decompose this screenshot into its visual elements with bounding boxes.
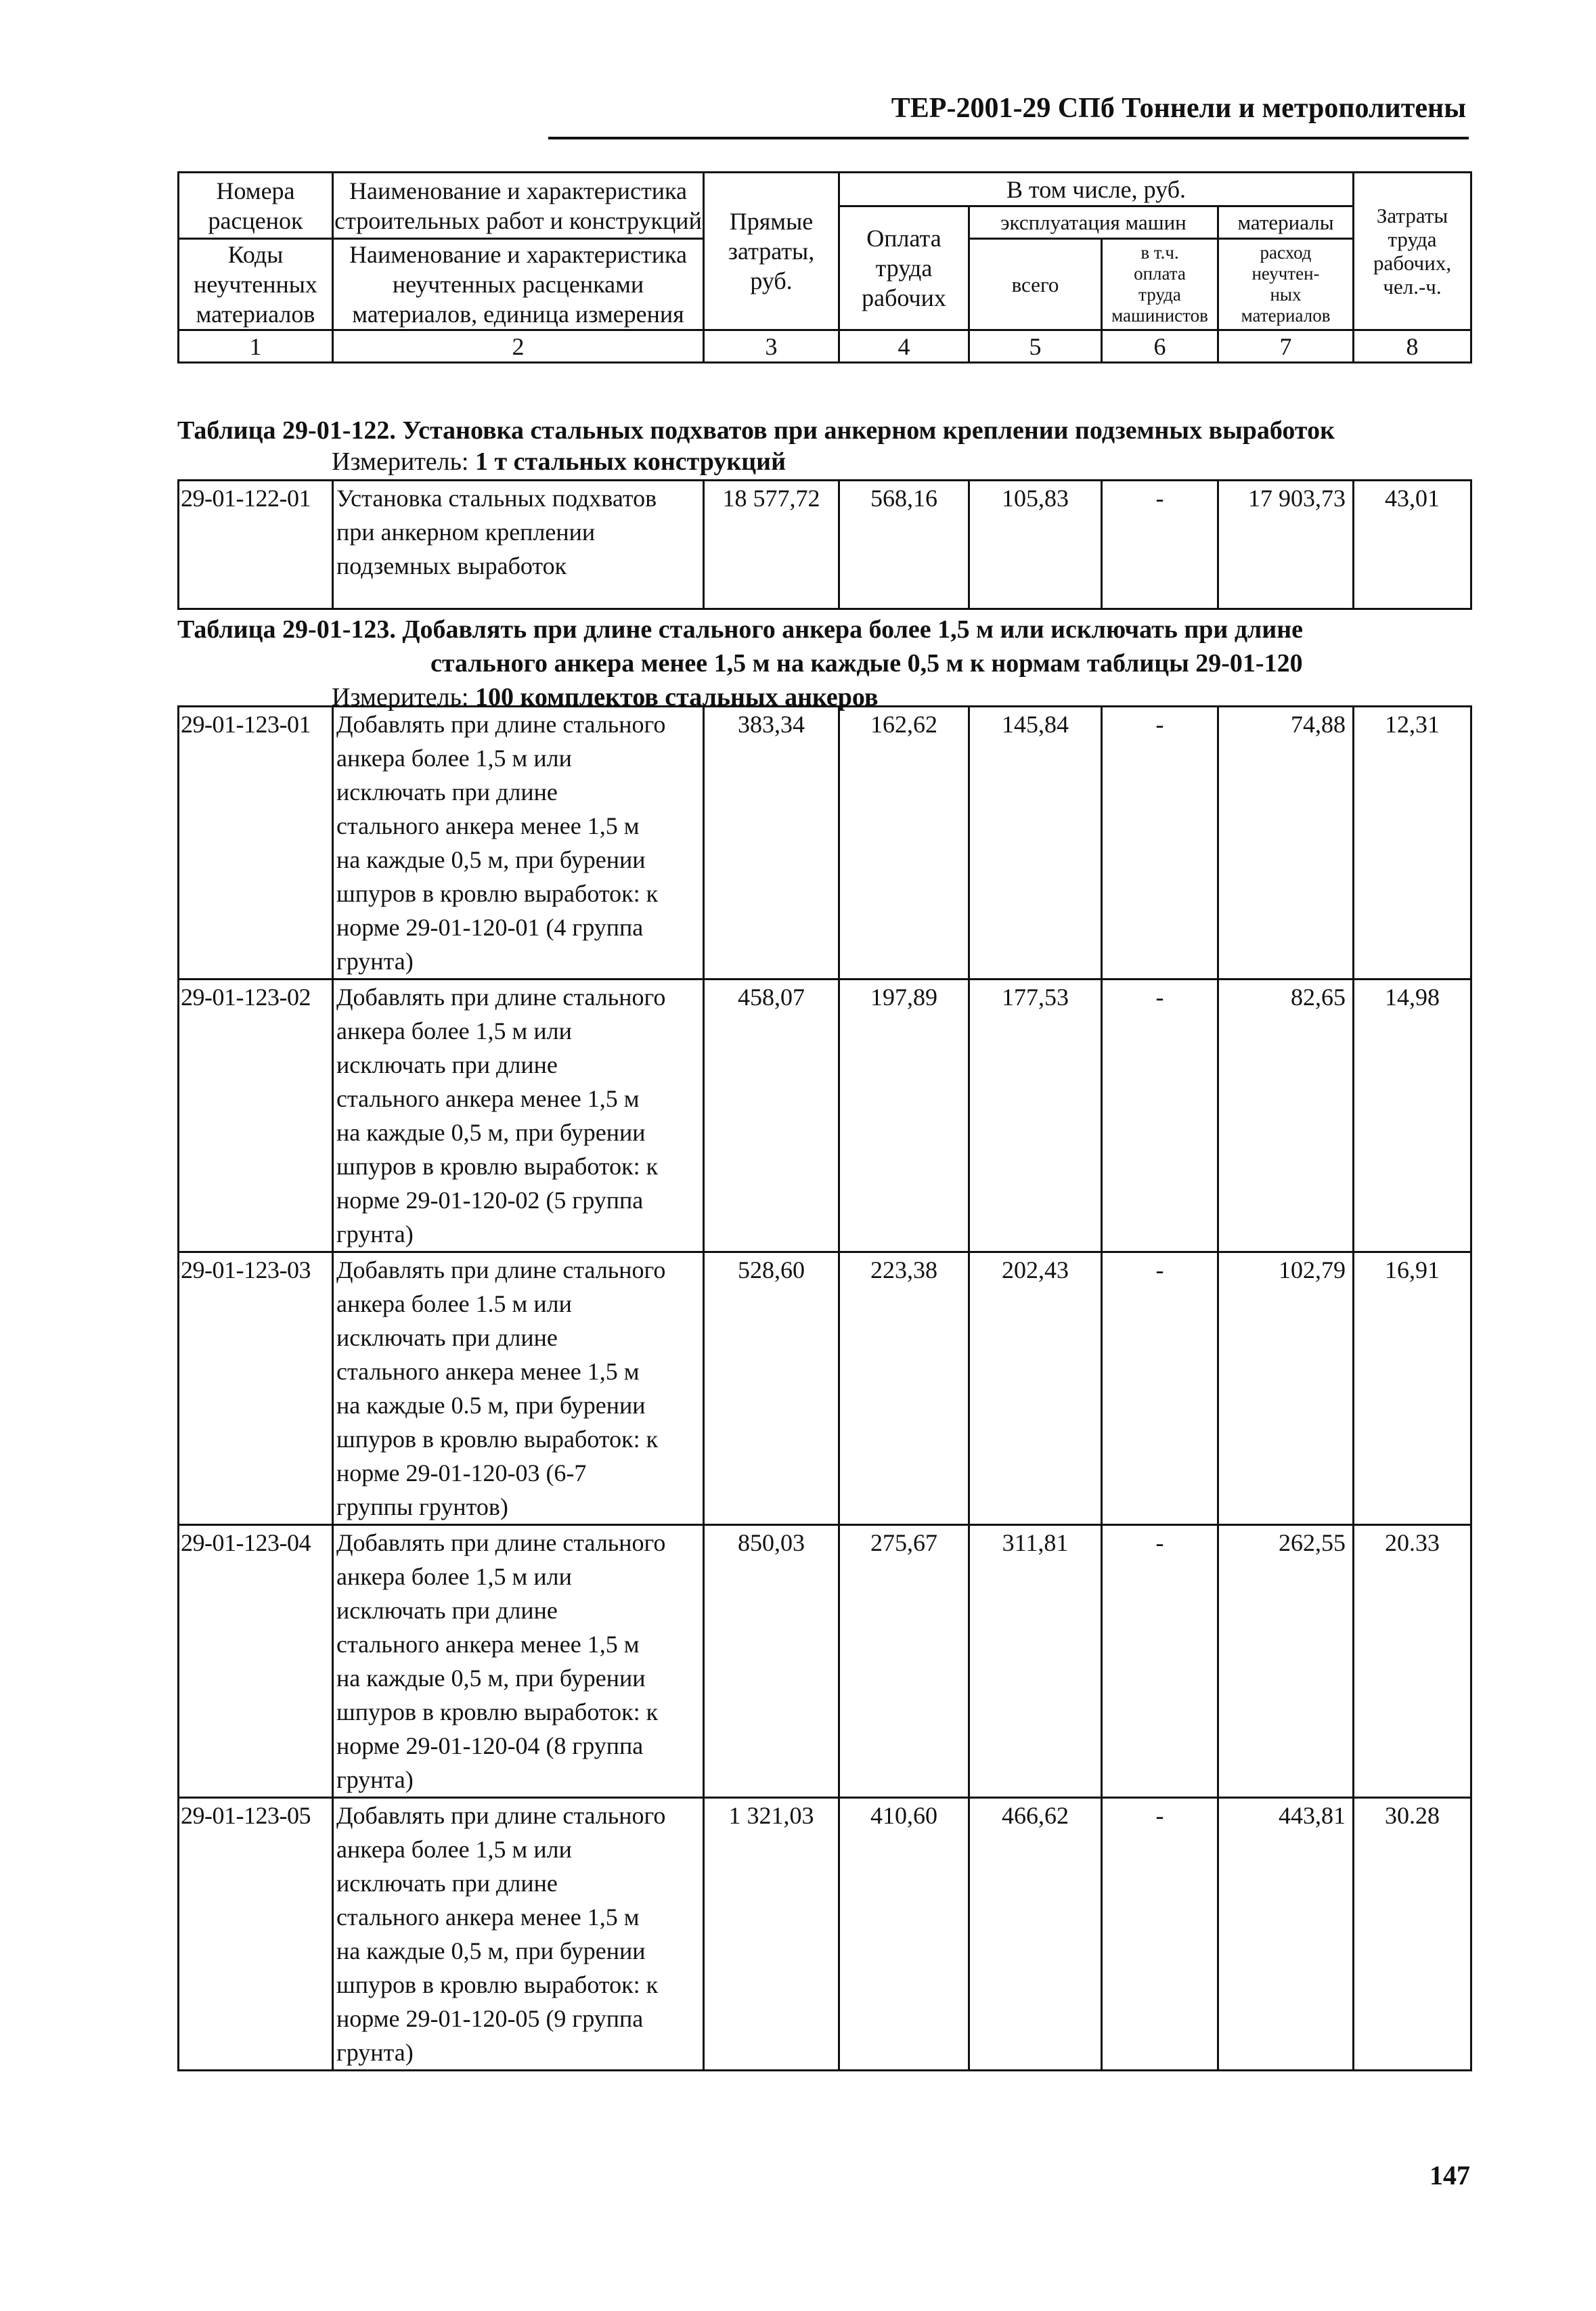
col6-header: в т.ч. оплата труда машинистов	[1102, 239, 1218, 330]
direct-costs: 458,07	[704, 980, 839, 1252]
table-123	[177, 705, 1472, 2071]
description-line: грунта)	[336, 1766, 414, 1793]
labor-pay: 410,60	[839, 1798, 969, 2071]
group-header: В том числе, руб.	[839, 173, 1354, 206]
machines-total: 145,84	[969, 707, 1102, 980]
col-number: 8	[1354, 330, 1471, 363]
description-line: на каждые 0,5 м, при бурении	[336, 1119, 646, 1146]
description-line: шпуров в кровлю выработок: к	[336, 1971, 659, 1998]
col4-header: Оплата труда рабочих	[839, 206, 969, 330]
description-line: грунта)	[336, 2039, 414, 2066]
description-line: на каждые 0,5 м, при бурении	[336, 846, 646, 873]
description-line: норме 29-01-120-05 (9 группа	[336, 2005, 644, 2032]
col7-header: расход неучтен- ных материалов	[1218, 239, 1354, 330]
labor-pay: 162,62	[839, 707, 969, 980]
col-number: 3	[704, 330, 839, 363]
description-line: стального анкера менее 1,5 м	[336, 812, 640, 839]
table-row	[179, 1525, 1471, 1798]
description-line: группы грунтов)	[336, 1493, 508, 1520]
col-number: 1	[179, 330, 333, 363]
materials-cost: 74,88	[1218, 707, 1354, 980]
col-number: 4	[839, 330, 969, 363]
labor-pay: 197,89	[839, 980, 969, 1252]
rate-code: 29-01-122-01	[179, 481, 333, 609]
col-number: 2	[333, 330, 704, 363]
col1-top-header: Номера расценок	[179, 173, 333, 239]
work-description	[333, 1525, 704, 1798]
description-line: стального анкера менее 1,5 м	[336, 1085, 640, 1112]
direct-costs: 850,03	[704, 1525, 839, 1798]
col2-bottom-header: Наименование и характеристика неучтенных расценками материалов, единица измерения	[333, 239, 704, 330]
rate-code: 29-01-123-01	[179, 707, 333, 980]
description-line: Добавлять при длине стального	[336, 711, 666, 738]
rate-code: 29-01-123-04	[179, 1525, 333, 1798]
description-line: стального анкера менее 1,5 м	[336, 1358, 640, 1385]
labor-pay: 275,67	[839, 1525, 969, 1798]
description-line: Добавлять при длине стального	[336, 1802, 666, 1829]
labor-hours: 30.28	[1354, 1798, 1471, 2071]
col3-header: Прямые затраты, руб.	[704, 173, 839, 330]
description-line: норме 29-01-120-03 (6-7	[336, 1459, 587, 1487]
description-line: исключать при длине	[336, 1870, 558, 1897]
description-line: анкера более 1,5 м или	[336, 1563, 572, 1590]
description-line: Добавлять при длине стального	[336, 1529, 666, 1556]
col2-top-header: Наименование и характеристика строительных работ и конструкций	[333, 173, 704, 239]
labor-hours: 20.33	[1354, 1525, 1471, 1798]
description-line: исключать при длине	[336, 1597, 558, 1624]
machines-total: 202,43	[969, 1252, 1102, 1525]
machinists-pay: -	[1102, 481, 1218, 609]
materials-cost: 17 903,73	[1218, 481, 1354, 609]
labor-hours: 43,01	[1354, 481, 1471, 609]
direct-costs: 383,34	[704, 707, 839, 980]
description-line: Добавлять при длине стального	[336, 984, 666, 1011]
description-line: норме 29-01-120-04 (8 группа	[336, 1732, 644, 1759]
machines-header: эксплуатация машин	[969, 206, 1218, 239]
description-line: норме 29-01-120-01 (4 группа	[336, 914, 644, 941]
labor-pay: 223,38	[839, 1252, 969, 1525]
direct-costs: 528,60	[704, 1252, 839, 1525]
machines-total: 466,62	[969, 1798, 1102, 2071]
table-122-measure: Измеритель: 1 т стальных конструкций	[332, 447, 786, 476]
description-line: шпуров в кровлю выработок: к	[336, 1426, 659, 1453]
col8-header: Затраты труда рабочих, чел.-ч.	[1354, 173, 1471, 330]
description-line: Добавлять при длине стального	[336, 1256, 666, 1283]
description-line: исключать при длине	[336, 1324, 558, 1351]
col1-bottom-header: Коды неучтенных материалов	[179, 239, 333, 330]
table-row	[179, 980, 1471, 1252]
col-number: 6	[1102, 330, 1218, 363]
machinists-pay: -	[1102, 1798, 1218, 2071]
labor-hours: 14,98	[1354, 980, 1471, 1252]
table-row	[179, 707, 1471, 980]
table-row	[179, 481, 1471, 609]
labor-hours: 16,91	[1354, 1252, 1471, 1525]
header-title: ТЕР-2001-29 СПб Тоннели и метрополитены	[891, 93, 1466, 124]
table-123-measure: Измеритель: 100 комплектов стальных анкеров	[332, 683, 879, 711]
table-row	[179, 1798, 1471, 2071]
description-line: на каждые 0,5 м, при бурении	[336, 1937, 646, 1964]
description-line: шпуров в кровлю выработок: к	[336, 1698, 659, 1725]
materials-cost: 262,55	[1218, 1525, 1354, 1798]
table-122-title: Таблица 29-01-122. Установка стальных подхватов при анкерном креплении подземных выработок	[177, 416, 1335, 445]
machinists-pay: -	[1102, 707, 1218, 980]
materials-cost: 443,81	[1218, 1798, 1354, 2071]
description-line: грунта)	[336, 1220, 414, 1248]
description-line: анкера более 1,5 м или	[336, 1836, 572, 1863]
machinists-pay: -	[1102, 980, 1218, 1252]
rate-code: 29-01-123-03	[179, 1252, 333, 1525]
description-line: стального анкера менее 1,5 м	[336, 1903, 640, 1931]
description-line: анкера более 1,5 м или	[336, 1017, 572, 1044]
description-line: на каждые 0,5 м, при бурении	[336, 1665, 646, 1692]
work-description	[333, 980, 704, 1252]
materials-cost: 102,79	[1218, 1252, 1354, 1525]
machines-total: 105,83	[969, 481, 1102, 609]
rate-code: 29-01-123-02	[179, 980, 333, 1252]
table-122	[177, 479, 1472, 610]
table-123-title-line1: Таблица 29-01-123. Добавлять при длине стального анкера более 1,5 м или исключать при длине	[177, 615, 1304, 644]
description-line: стального анкера менее 1,5 м	[336, 1631, 640, 1658]
direct-costs: 18 577,72	[704, 481, 839, 609]
work-description	[333, 1798, 704, 2071]
table-row	[179, 1252, 1471, 1525]
description-line: шпуров в кровлю выработок: к	[336, 880, 659, 907]
col-number: 7	[1218, 330, 1354, 363]
work-description	[333, 1252, 704, 1525]
description-line: анкера более 1,5 м или	[336, 745, 572, 772]
description-line: норме 29-01-120-02 (5 группа	[336, 1187, 644, 1214]
direct-costs: 1 321,03	[704, 1798, 839, 2071]
table-123-title-line2: стального анкера менее 1,5 м на каждые 0,5 м к нормам таблицы 29-01-120	[430, 649, 1303, 678]
machines-total: 311,81	[969, 1525, 1102, 1798]
col-number: 5	[969, 330, 1102, 363]
labor-hours: 12,31	[1354, 707, 1471, 980]
machines-total: 177,53	[969, 980, 1102, 1252]
running-header	[548, 87, 1469, 139]
col5-header: всего	[969, 239, 1102, 330]
work-description	[333, 707, 704, 980]
description-line: на каждые 0.5 м, при бурении	[336, 1392, 646, 1419]
description-line: исключать при длине	[336, 778, 558, 806]
column-header-table	[177, 171, 1472, 364]
description-line: грунта)	[336, 948, 414, 975]
materials-header: материалы	[1218, 206, 1354, 239]
materials-cost: 82,65	[1218, 980, 1354, 1252]
rate-code: 29-01-123-05	[179, 1798, 333, 2071]
description-line: шпуров в кровлю выработок: к	[336, 1153, 659, 1180]
labor-pay: 568,16	[839, 481, 969, 609]
machinists-pay: -	[1102, 1525, 1218, 1798]
work-description: Установка стальных подхватов при анкерном креплении подземных выработок	[333, 481, 704, 609]
machinists-pay: -	[1102, 1252, 1218, 1525]
page-number: 147	[1429, 2160, 1470, 2191]
description-line: анкера более 1.5 м или	[336, 1290, 572, 1317]
description-line: исключать при длине	[336, 1051, 558, 1078]
